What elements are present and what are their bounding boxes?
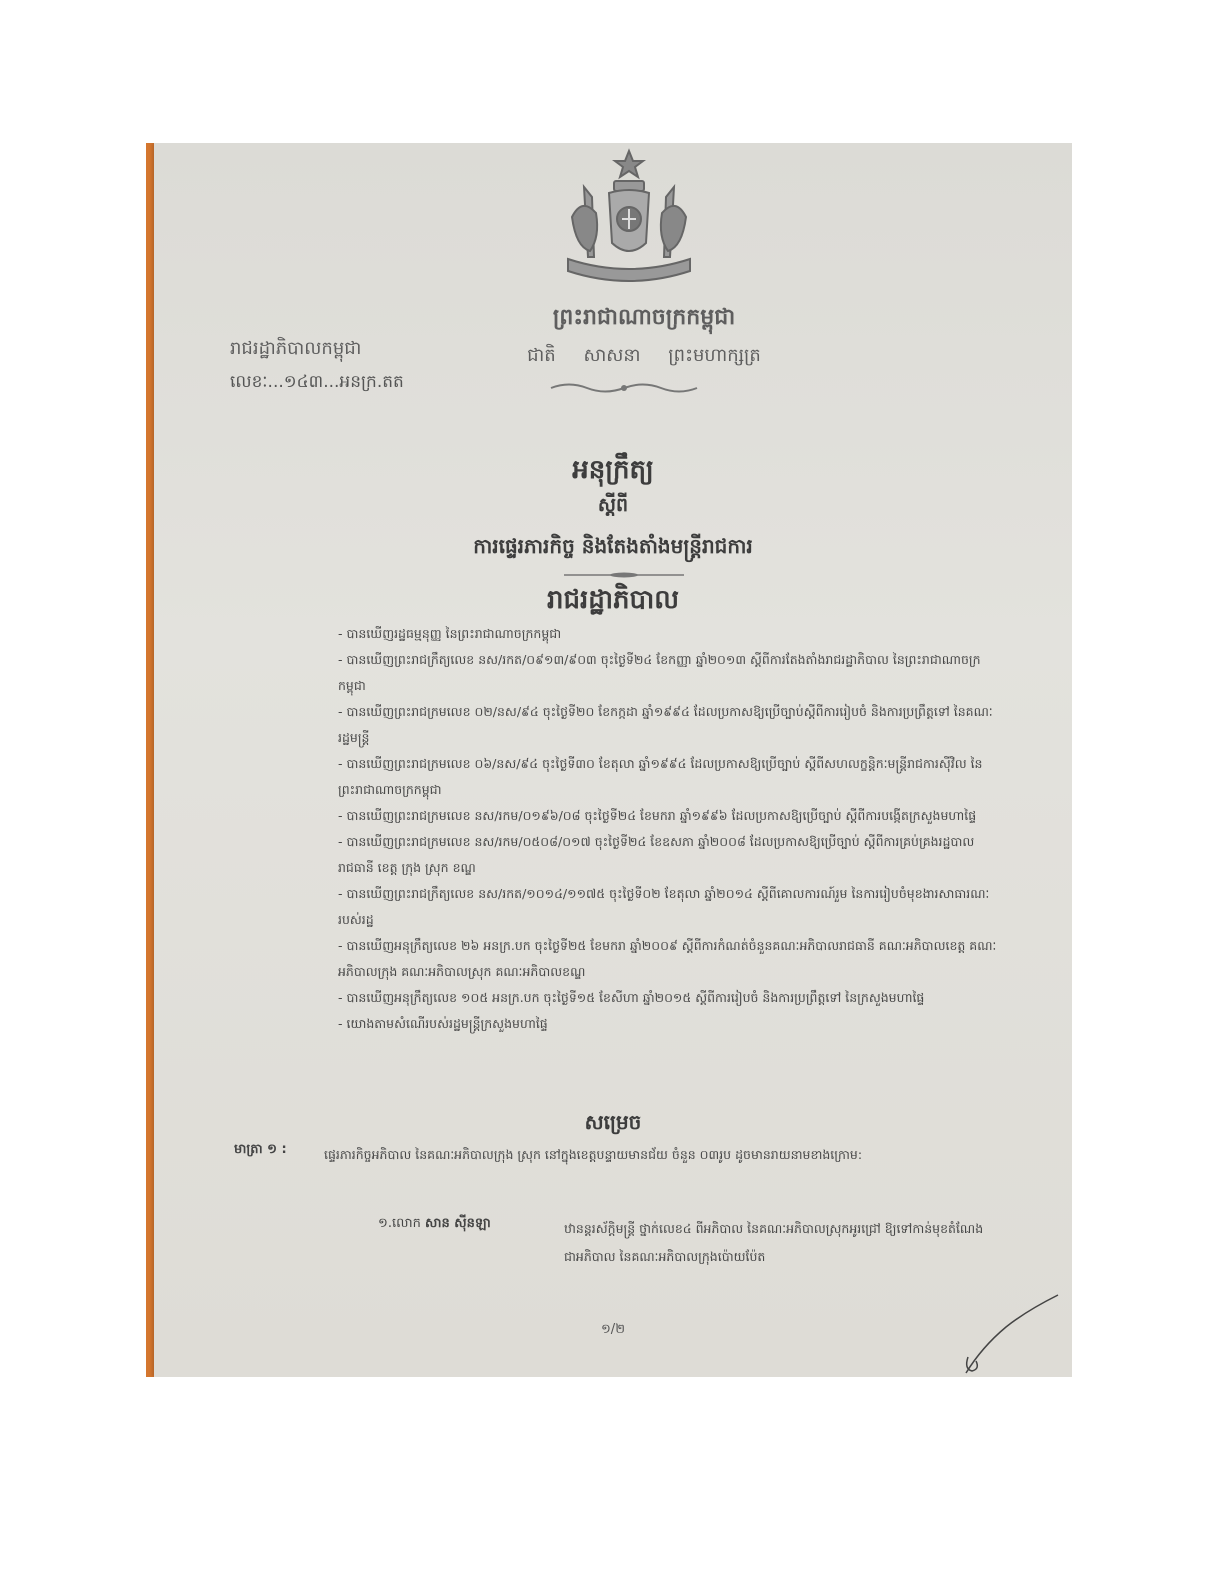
person-1-name [378, 1215, 491, 1234]
decision-heading: សម្រេច [584, 1110, 642, 1134]
reference-number: លេខៈ...១៤៣...អនក្រ.តត [230, 372, 404, 392]
issuer-heading: រាជរដ្ឋាភិបាល [546, 585, 680, 615]
government-name: រាជរដ្ឋាភិបាលកម្ពុជា [230, 338, 362, 359]
person-1-assignment: ឋានន្តរស័ក្តិមន្ត្រី ថ្នាក់លេខ៤ ពីអភិបាល នៃគណៈអភិបាលស្រុកអូរជ្រៅ ឱ្យទៅកាន់មុខតំណែងជាអភិបាល នៃគណៈអភិបាលក្រុងប៉ោយប៉ែត [564, 1221, 984, 1264]
article-1-text: ផ្ទេរភារកិច្ចអភិបាល នៃគណៈអភិបាលក្រុង ស្រុក នៅក្នុងខេត្តបន្ទាយមានជ័យ ចំនួន ០៣រូប ដូចមានរាយនាមខាងក្រោម: [324, 1147, 863, 1162]
legal-basis-item: - បានឃើញព្រះរាជក្រមលេខ នស/រកម/០៥០៨/០១៧ ចុះថ្ងៃទី២៤ ខែឧសភា ឆ្នាំ២០០៨ ដែលប្រកាសឱ្យប្រើច្បាប់ ស្តីពីការគ្រប់គ្រងរដ្ឋបាលរាជធានី ខេត្ត ក្រុង ស្រុក ខណ្ឌ [338, 834, 975, 875]
document-subject: ការផ្ទេរភារកិច្ច និងតែងតាំងមន្ត្រីរាជការ [473, 534, 753, 558]
document-photo [146, 143, 1072, 1377]
legal-basis-item: - បានឃើញព្រះរាជក្រមលេខ ០៦/នស/៩៤ ចុះថ្ងៃទី៣០ ខែតុលា ឆ្នាំ១៩៩៤ ដែលប្រកាសឱ្យប្រើច្បាប់ ស្តីពីសហលក្ខន្តិកៈមន្ត្រីរាជការស៊ីវិល នៃព្រះរាជាណាចក្រកម្ពុជា [338, 756, 983, 797]
document-about-label: ស្តីពី [597, 494, 629, 516]
legal-basis-item: - បានឃើញរដ្ឋធម្មនុញ្ញ នៃព្រះរាជាណាចក្រកម្ពុជា [338, 626, 562, 641]
person-1-prefix: ១.លោក [378, 1216, 421, 1231]
person-1-fullname: សាន ស៊ីនឡា [425, 1216, 491, 1231]
legal-basis-item: - បានឃើញអនុក្រឹត្យលេខ ១០៥ អនក្រ.បក ចុះថ្ងៃទី១៥ ខែសីហា ឆ្នាំ២០១៥ ស្តីពីការរៀបចំ និងការប្រព្រឹត្តទៅ នៃក្រសួងមហាផ្ទៃ [338, 990, 925, 1005]
motto-ornament [549, 381, 699, 395]
page-number: ១/២ [600, 1322, 626, 1337]
kingdom-name: ព្រះរាជាណាចក្រកម្ពុជា [552, 305, 736, 330]
legal-basis-item: - បានឃើញព្រះរាជក្រឹត្យលេខ នស/រកត/១០១៤/១១៧៥ ចុះថ្ងៃទី០២ ខែតុលា ឆ្នាំ២០១៤ ស្តីពីគោលការណ៍រួម នៃការរៀបចំមុខងារសាធារណៈរបស់រដ្ឋ [338, 886, 990, 927]
document-type-title: អនុក្រឹត្យ [572, 455, 654, 485]
legal-basis-item: - បានឃើញព្រះរាជក្រមលេខ ០២/នស/៩៤ ចុះថ្ងៃទី២០ ខែកក្កដា ឆ្នាំ១៩៩៤ ដែលប្រកាសឱ្យប្រើច្បាប់ស្តីពីការរៀបចំ និងការប្រព្រឹត្តទៅ នៃគណៈរដ្ឋមន្ត្រី [338, 704, 993, 745]
legal-basis-item: - បានឃើញព្រះរាជក្រឹត្យលេខ នស/រកត/០៩១៣/៩០៣ ចុះថ្ងៃទី២៤ ខែកញ្ញា ឆ្នាំ២០១៣ ស្តីពីការតែងតាំងរាជរដ្ឋាភិបាល នៃព្រះរាជាណាចក្រកម្ពុជា [338, 652, 981, 693]
article-1-label: មាត្រា ១ : [234, 1142, 287, 1157]
legal-basis-item: - បានឃើញអនុក្រឹត្យលេខ ២៦ អនក្រ.បក ចុះថ្ងៃទី២៥ ខែមករា ឆ្នាំ២០០៩ ស្តីពីការកំណត់ចំនួនគណៈអភិបាលរាជធានី គណៈអភិបាលខេត្ត គណៈអភិបាលក្រុង គណៈអភិបាលស្រុក គណៈអភិបាលខណ្ឌ [338, 938, 997, 979]
legal-basis-item: - យោងតាមសំណើរបស់រដ្ឋមន្ត្រីក្រសួងមហាផ្ទៃ [338, 1016, 548, 1031]
legal-basis-item: - បានឃើញព្រះរាជក្រមលេខ នស/រកម/០១៩៦/០៨ ចុះថ្ងៃទី២៤ ខែមករា ឆ្នាំ១៩៩៦ ដែលប្រកាសឱ្យប្រើច្បាប់ ស្តីពីការបង្កើតក្រសួងមហាផ្ទៃ [338, 808, 977, 823]
title-divider [564, 571, 684, 579]
royal-coat-of-arms-emblem [554, 147, 704, 295]
national-motto: ជាតិ សាសនា ព្រះមហាក្សត្រ [527, 345, 761, 366]
legal-basis-list [338, 621, 998, 1037]
initials-signature [954, 1293, 1064, 1377]
paper-sheet [154, 143, 1072, 1377]
